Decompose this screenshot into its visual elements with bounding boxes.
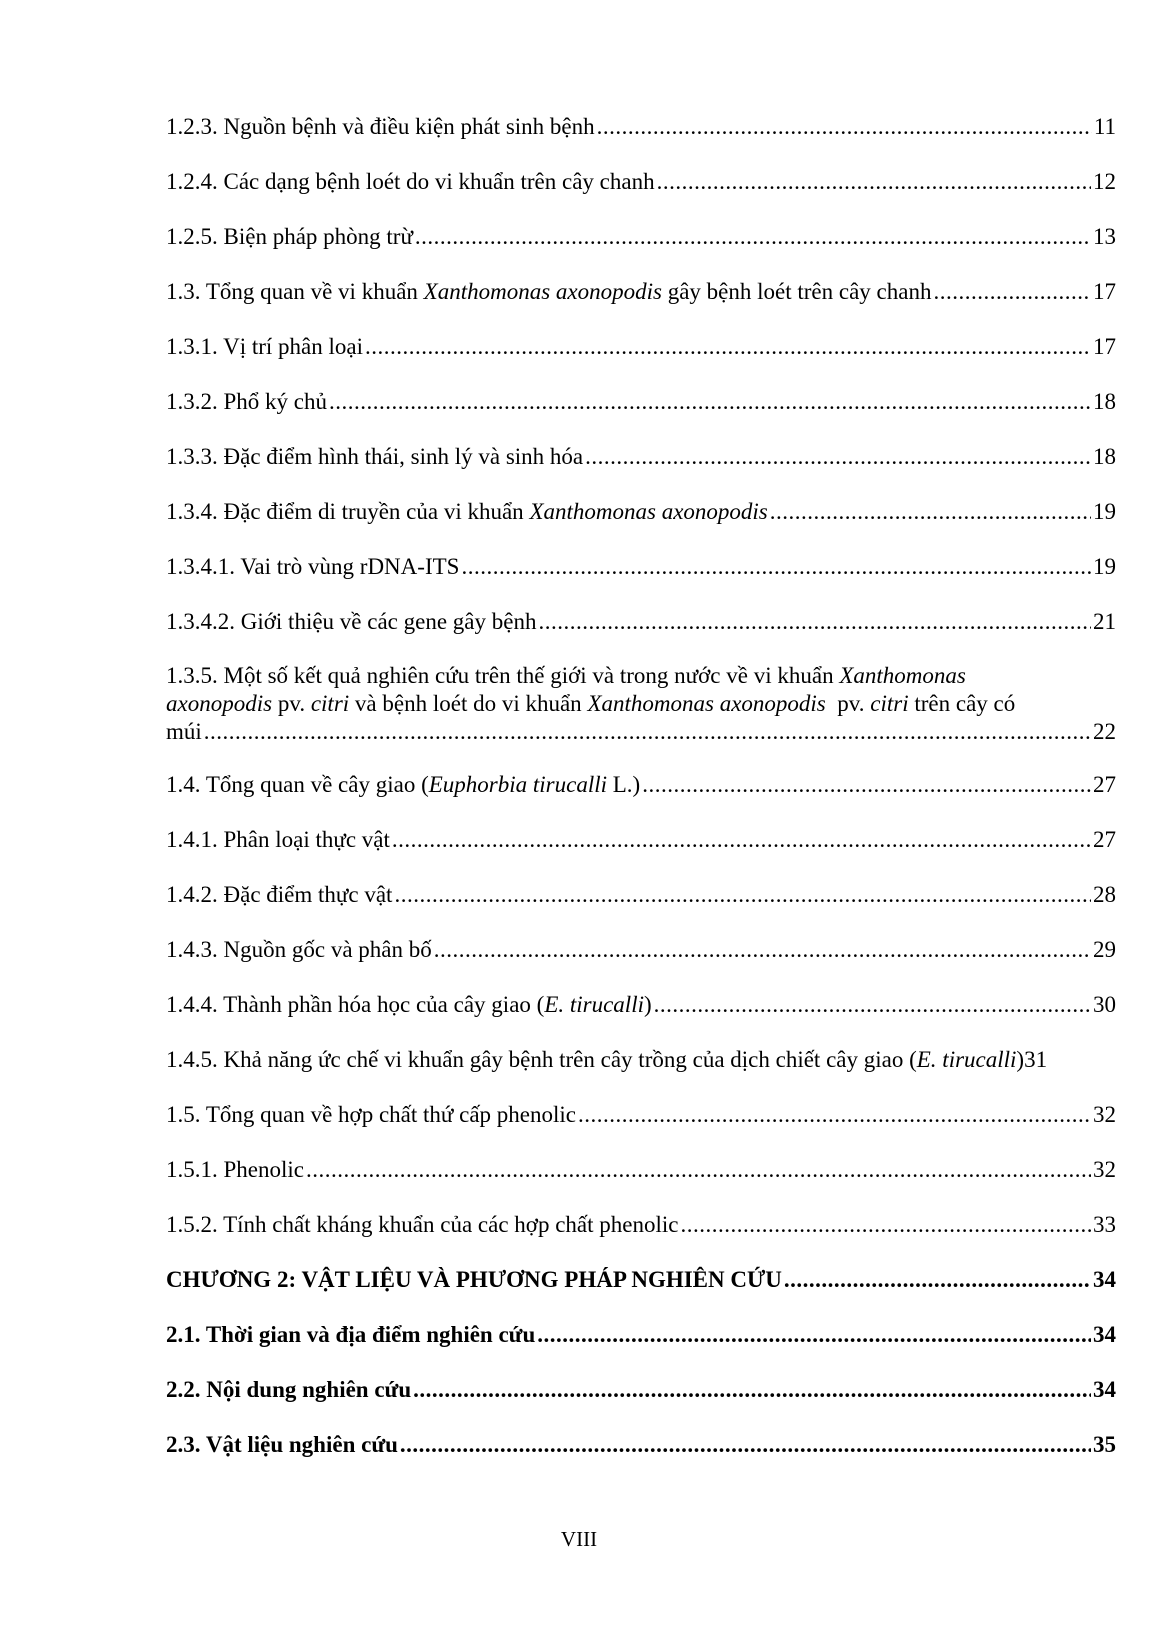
toc-entry[interactable] <box>166 607 1116 637</box>
toc-entry-label: 1.4.3. Nguồn gốc và phân bố <box>166 937 432 962</box>
toc-entry-label: 1.3.4.2. Giới thiệu về các gene gây bệnh <box>166 609 537 634</box>
toc-entry[interactable] <box>166 497 1116 527</box>
toc-leader-dots <box>784 1265 1091 1295</box>
toc-entry-label: 1.3.3. Đặc điểm hình thái, sinh lý và sinh hóa <box>166 444 584 469</box>
toc-entry[interactable] <box>166 552 1116 582</box>
toc-leader-dots <box>597 112 1092 142</box>
toc-entry-label <box>166 990 652 1020</box>
toc-entry-label <box>166 1045 1024 1075</box>
toc-page-number: 21 <box>1093 609 1116 634</box>
label-italic: Xanthomonas axonopodis <box>529 499 768 524</box>
label-italic: citri <box>870 691 909 716</box>
toc-entry[interactable] <box>166 332 1116 362</box>
toc-page-number: 34 <box>1093 1267 1116 1292</box>
toc-entry-label: 1.2.5. Biện pháp phòng trừ <box>166 224 413 249</box>
toc-leader-dots <box>578 1100 1091 1130</box>
label-text: 1.3.5. Một số kết quả nghiên cứu trên thế giới và trong nước về vi khuẩn <box>166 663 840 688</box>
toc-entry-line <box>166 718 1116 746</box>
toc-page-number: 12 <box>1093 169 1116 194</box>
toc-page-number: 33 <box>1093 1212 1116 1237</box>
toc-entry-label: 1.5. Tổng quan về hợp chất thứ cấp phenolic <box>166 1102 576 1127</box>
page-number-footer: VIII <box>560 1527 598 1551</box>
label-italic: E. tirucalli <box>916 1047 1017 1072</box>
toc-entry-line <box>166 662 1116 690</box>
label-text: múi <box>166 719 202 744</box>
toc-entry-label <box>166 277 931 307</box>
label-italic: E. tirucalli <box>544 992 644 1017</box>
label-text: 1.4.5. Khả năng ức chế vi khuẩn gây bệnh trên cây trồng của dịch chiết cây giao ( <box>166 1047 917 1072</box>
toc-entry-label: 1.3.2. Phổ ký chủ <box>166 389 327 414</box>
toc-page-number: 32 <box>1093 1157 1116 1182</box>
toc-leader-dots <box>329 387 1091 417</box>
toc-page-number: 27 <box>1093 772 1116 797</box>
toc-page-number: 17 <box>1093 279 1116 304</box>
label-text: L.) <box>606 772 641 797</box>
toc-entry-label: 1.2.4. Các dạng bệnh loét do vi khuẩn trên cây chanh <box>166 169 655 194</box>
label-text: 1.3.4. Đặc điểm di truyền của vi khuẩn <box>166 499 530 524</box>
toc-entry[interactable] <box>166 442 1116 472</box>
toc-leader-dots <box>400 1430 1091 1460</box>
toc-page-number: 34 <box>1093 1377 1116 1402</box>
toc-leader-dots <box>538 607 1091 637</box>
label-text: 1.4. Tổng quan về cây giao ( <box>166 772 429 797</box>
label-italic: axonopodis <box>166 691 273 716</box>
toc-entry-line <box>166 690 1116 718</box>
toc-leader-dots <box>933 277 1091 307</box>
toc-section-entry[interactable] <box>166 1320 1116 1350</box>
toc-page-number: 32 <box>1093 1102 1116 1127</box>
label-italic: Xanthomonas axonopodis <box>587 691 826 716</box>
label-text: pv. <box>272 691 311 716</box>
label-text: trên cây có <box>908 691 1016 716</box>
toc-leader-dots <box>394 880 1091 910</box>
toc-page-number: 11 <box>1093 114 1116 139</box>
toc-entry[interactable] <box>166 1210 1116 1240</box>
toc-entry-label: 1.3.1. Vị trí phân loại <box>166 334 363 359</box>
toc-entry-label: 1.5.1. Phenolic <box>166 1157 304 1182</box>
toc-page-number: 19 <box>1093 499 1116 524</box>
toc-entry-label: CHƯƠNG 2: VẬT LIỆU VÀ PHƯƠNG PHÁP NGHIÊN CỨU <box>166 1267 782 1292</box>
toc-page-number: 31 <box>1024 1047 1048 1072</box>
label-text: 1.3. Tổng quan về vi khuẩn <box>166 279 424 304</box>
toc-leader-dots <box>770 497 1091 527</box>
toc-entry[interactable] <box>166 880 1116 910</box>
toc-entry-label <box>166 497 768 527</box>
toc-page-number: 30 <box>1093 992 1116 1017</box>
toc-page-number: 29 <box>1093 937 1116 962</box>
toc-entry[interactable] <box>166 222 1116 252</box>
toc-leader-dots <box>204 718 1091 746</box>
toc-page-number: 28 <box>1093 882 1116 907</box>
toc-entry[interactable] <box>166 770 1116 800</box>
toc-entry-label: 1.3.4.1. Vai trò vùng rDNA-ITS <box>166 554 460 579</box>
label-text: ) <box>1016 1047 1025 1072</box>
toc-section-entry[interactable] <box>166 1375 1116 1405</box>
table-of-contents <box>166 112 1116 1485</box>
toc-entry-label: 1.5.2. Tính chất kháng khuẩn của các hợp chất phenolic <box>166 1212 679 1237</box>
toc-page-number: 17 <box>1093 334 1116 359</box>
toc-leader-dots <box>392 825 1091 855</box>
toc-entry[interactable] <box>166 1155 1116 1185</box>
toc-page-number: 35 <box>1093 1432 1116 1457</box>
toc-section-entry[interactable] <box>166 1430 1116 1460</box>
toc-entry-label: 1.4.2. Đặc điểm thực vật <box>166 882 393 907</box>
toc-leader-dots <box>415 222 1091 252</box>
toc-entry[interactable] <box>166 277 1116 307</box>
toc-leader-dots <box>413 1375 1091 1405</box>
toc-leader-dots <box>642 770 1091 800</box>
label-italic: Euphorbia tirucalli <box>428 772 607 797</box>
label-italic: Xanthomonas axonopodis <box>423 279 662 304</box>
toc-leader-dots <box>537 1320 1091 1350</box>
toc-leader-dots <box>306 1155 1091 1185</box>
label-text: và bệnh loét do vi khuẩn <box>349 691 588 716</box>
toc-page-number: 18 <box>1093 389 1116 414</box>
toc-leader-dots <box>654 990 1091 1020</box>
toc-entry-label: 2.1. Thời gian và địa điểm nghiên cứu <box>166 1322 536 1347</box>
toc-leader-dots <box>434 935 1091 965</box>
toc-page-number: 27 <box>1093 827 1116 852</box>
toc-entry-multiline[interactable] <box>166 662 1116 746</box>
toc-entry[interactable] <box>166 825 1116 855</box>
toc-entry[interactable] <box>166 167 1116 197</box>
toc-chapter-entry[interactable] <box>166 1265 1116 1295</box>
toc-entry[interactable] <box>166 1045 1116 1075</box>
toc-page-number: 34 <box>1093 1322 1116 1347</box>
toc-entry[interactable] <box>166 1100 1116 1130</box>
toc-entry-label: 2.2. Nội dung nghiên cứu <box>166 1377 412 1402</box>
toc-entry[interactable] <box>166 112 1116 142</box>
toc-page-number: 19 <box>1093 554 1116 579</box>
label-text: gây bệnh loét trên cây chanh <box>661 279 932 304</box>
toc-leader-dots <box>585 442 1091 472</box>
toc-entry[interactable] <box>166 990 1116 1020</box>
toc-entry-label: 1.2.3. Nguồn bệnh và điều kiện phát sinh bệnh <box>166 114 595 139</box>
toc-entry-label: 2.3. Vật liệu nghiên cứu <box>166 1432 398 1457</box>
toc-page-number: 13 <box>1093 224 1116 249</box>
toc-entry-label: 1.4.1. Phân loại thực vật <box>166 827 390 852</box>
toc-leader-dots <box>657 167 1091 197</box>
toc-entry-label <box>166 770 640 800</box>
toc-page-number: 22 <box>1093 719 1116 744</box>
label-italic: citri <box>310 691 350 716</box>
toc-leader-dots <box>365 332 1091 362</box>
toc-page-number: 18 <box>1093 444 1116 469</box>
toc-entry[interactable] <box>166 387 1116 417</box>
label-text: 1.4.4. Thành phần hóa học của cây giao ( <box>166 992 545 1017</box>
toc-leader-dots <box>680 1210 1091 1240</box>
label-italic: Xanthomonas <box>839 663 966 688</box>
label-text: pv. <box>825 691 871 716</box>
label-text: ) <box>643 992 652 1017</box>
toc-leader-dots <box>461 552 1091 582</box>
toc-entry[interactable] <box>166 935 1116 965</box>
